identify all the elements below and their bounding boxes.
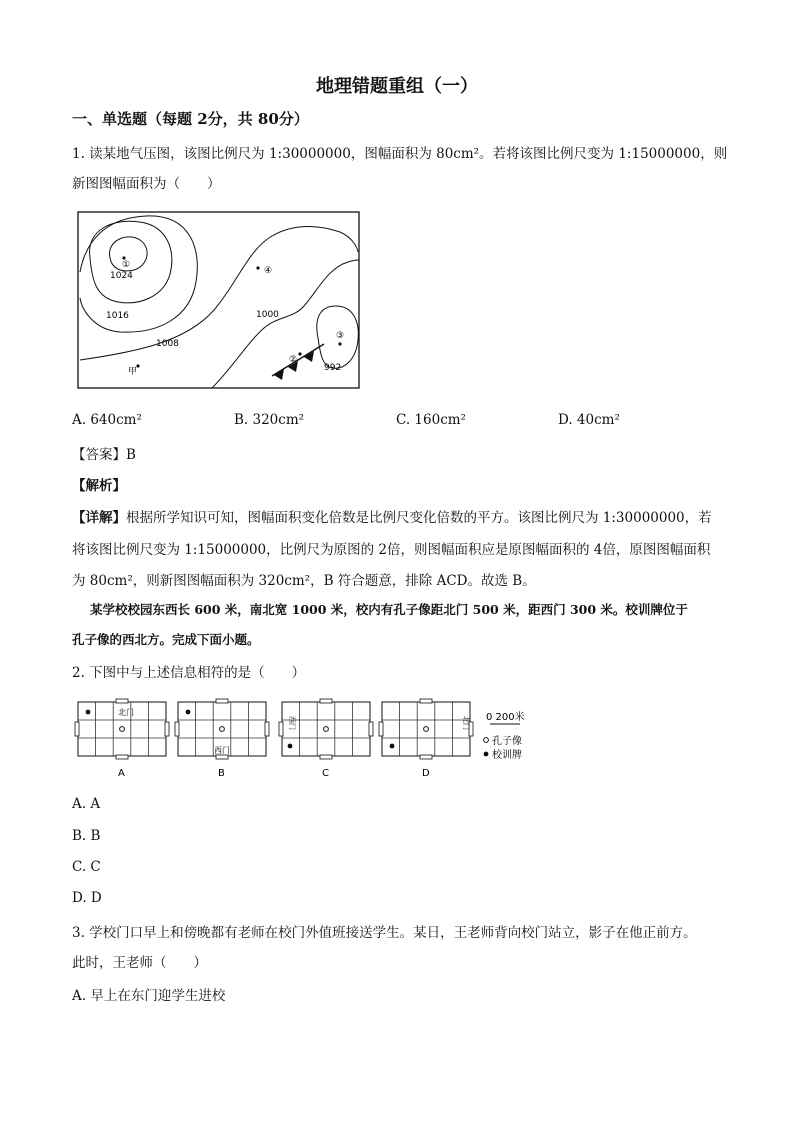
isobar-label-1016: 1016 <box>106 311 129 321</box>
q3-stem-line1: 3. 学校门口早上和傍晚都有老师在校门外值班接送学生。某日，王老师背向校门站立，影子在他正前方。 <box>72 925 697 941</box>
gate-west-label: 西门 <box>288 716 296 730</box>
diagram-label-c: C <box>322 768 329 779</box>
q3-option-a[interactable]: A. 早上在东门迎学生进校 <box>72 988 226 1004</box>
q1-option-a[interactable]: A. 640cm² <box>72 412 142 428</box>
map-point-1: ① <box>122 260 131 270</box>
diagram-b <box>175 699 269 779</box>
isobar-label-992: 992 <box>324 363 342 373</box>
statue-marker <box>324 727 329 732</box>
diagram-c <box>279 699 373 779</box>
q2-option-a[interactable]: A. A <box>72 796 101 812</box>
scale-label: 0 200米 <box>486 712 525 723</box>
diagram-label-d: D <box>422 768 430 779</box>
statue-marker <box>424 727 429 732</box>
q1-answer: 【答案】B <box>72 447 136 463</box>
q2-option-d[interactable]: D. D <box>72 890 102 906</box>
passage-line2: 孔子像的西北方。完成下面小题。 <box>72 632 260 647</box>
q1-option-b[interactable]: B. 320cm² <box>234 412 305 428</box>
diagram-label-b: B <box>218 768 225 779</box>
q1-detail-line2: 将该图比例尺变为 1:15000000，比例尺为原图的 2倍，则图幅面积应是原图幅面积的 4倍，原图图幅面积 <box>72 542 711 558</box>
q1-detail-line1: 【详解】根据所学知识可知，图幅面积变化倍数是比例尺变化倍数的平方。该图比例尺为 1:30000000，若 <box>72 510 712 526</box>
isobar-label-1000: 1000 <box>256 310 279 320</box>
sign-marker <box>390 744 395 749</box>
q2-stem: 2. 下图中与上述信息相符的是（ ） <box>72 665 306 681</box>
map-point-jia: 甲 <box>128 367 138 377</box>
campus-diagrams <box>74 698 544 782</box>
statue-marker <box>220 727 225 732</box>
q1-analysis-tag: 【解析】 <box>72 478 126 494</box>
map-point-3: ③ <box>336 331 345 341</box>
sign-marker <box>86 710 91 715</box>
legend-statue-label: 孔子像 <box>492 736 522 747</box>
section-heading: 一、单选题（每题 2分，共 80分） <box>72 110 309 128</box>
legend-sign-marker <box>484 752 489 757</box>
diagram-label-a: A <box>118 768 125 779</box>
isobar-label-1008: 1008 <box>156 339 179 349</box>
legend-sign-label: 校训牌 <box>492 750 522 761</box>
page-title: 地理错题重组（一） <box>316 76 478 97</box>
q1-detail-line3: 为 80cm²，则新图图幅面积为 320cm²，B 符合题意，排除 ACD。故选 B。 <box>72 573 536 589</box>
gate-north-label: 北门 <box>462 716 470 730</box>
q1-stem-line1: 1. 读某地气压图，该图比例尺为 1:30000000，图幅面积为 80cm²。若将该图比例尺变为 1:15000000，则 <box>72 146 728 162</box>
sign-marker <box>186 710 191 715</box>
gate-west-label: 西门 <box>214 746 230 755</box>
sign-marker <box>288 744 293 749</box>
q2-option-c[interactable]: C. C <box>72 859 101 875</box>
diagram-legend <box>484 710 525 761</box>
q1-option-c[interactable]: C. 160cm² <box>396 412 466 428</box>
map-point-2: ② <box>289 355 298 365</box>
diagram-d <box>379 699 473 779</box>
map-point-4: ④ <box>264 266 273 276</box>
pressure-map <box>76 210 362 392</box>
isobar-label-1024: 1024 <box>110 271 133 281</box>
q3-stem-line2: 此时，王老师（ ） <box>72 955 207 971</box>
gate-north-label: 北门 <box>118 708 134 717</box>
q2-option-b[interactable]: B. B <box>72 828 101 844</box>
legend-statue-marker <box>484 738 489 743</box>
statue-marker <box>120 727 125 732</box>
q1-stem-line2: 新图图幅面积为（ ） <box>72 176 221 192</box>
passage-line1: 某学校校园东西长 600 米，南北宽 1000 米，校内有孔子像距北门 500 米，距西门 300 米。校训牌位于 <box>90 602 688 617</box>
q1-option-d[interactable]: D. 40cm² <box>558 412 620 428</box>
diagram-a <box>75 699 169 779</box>
